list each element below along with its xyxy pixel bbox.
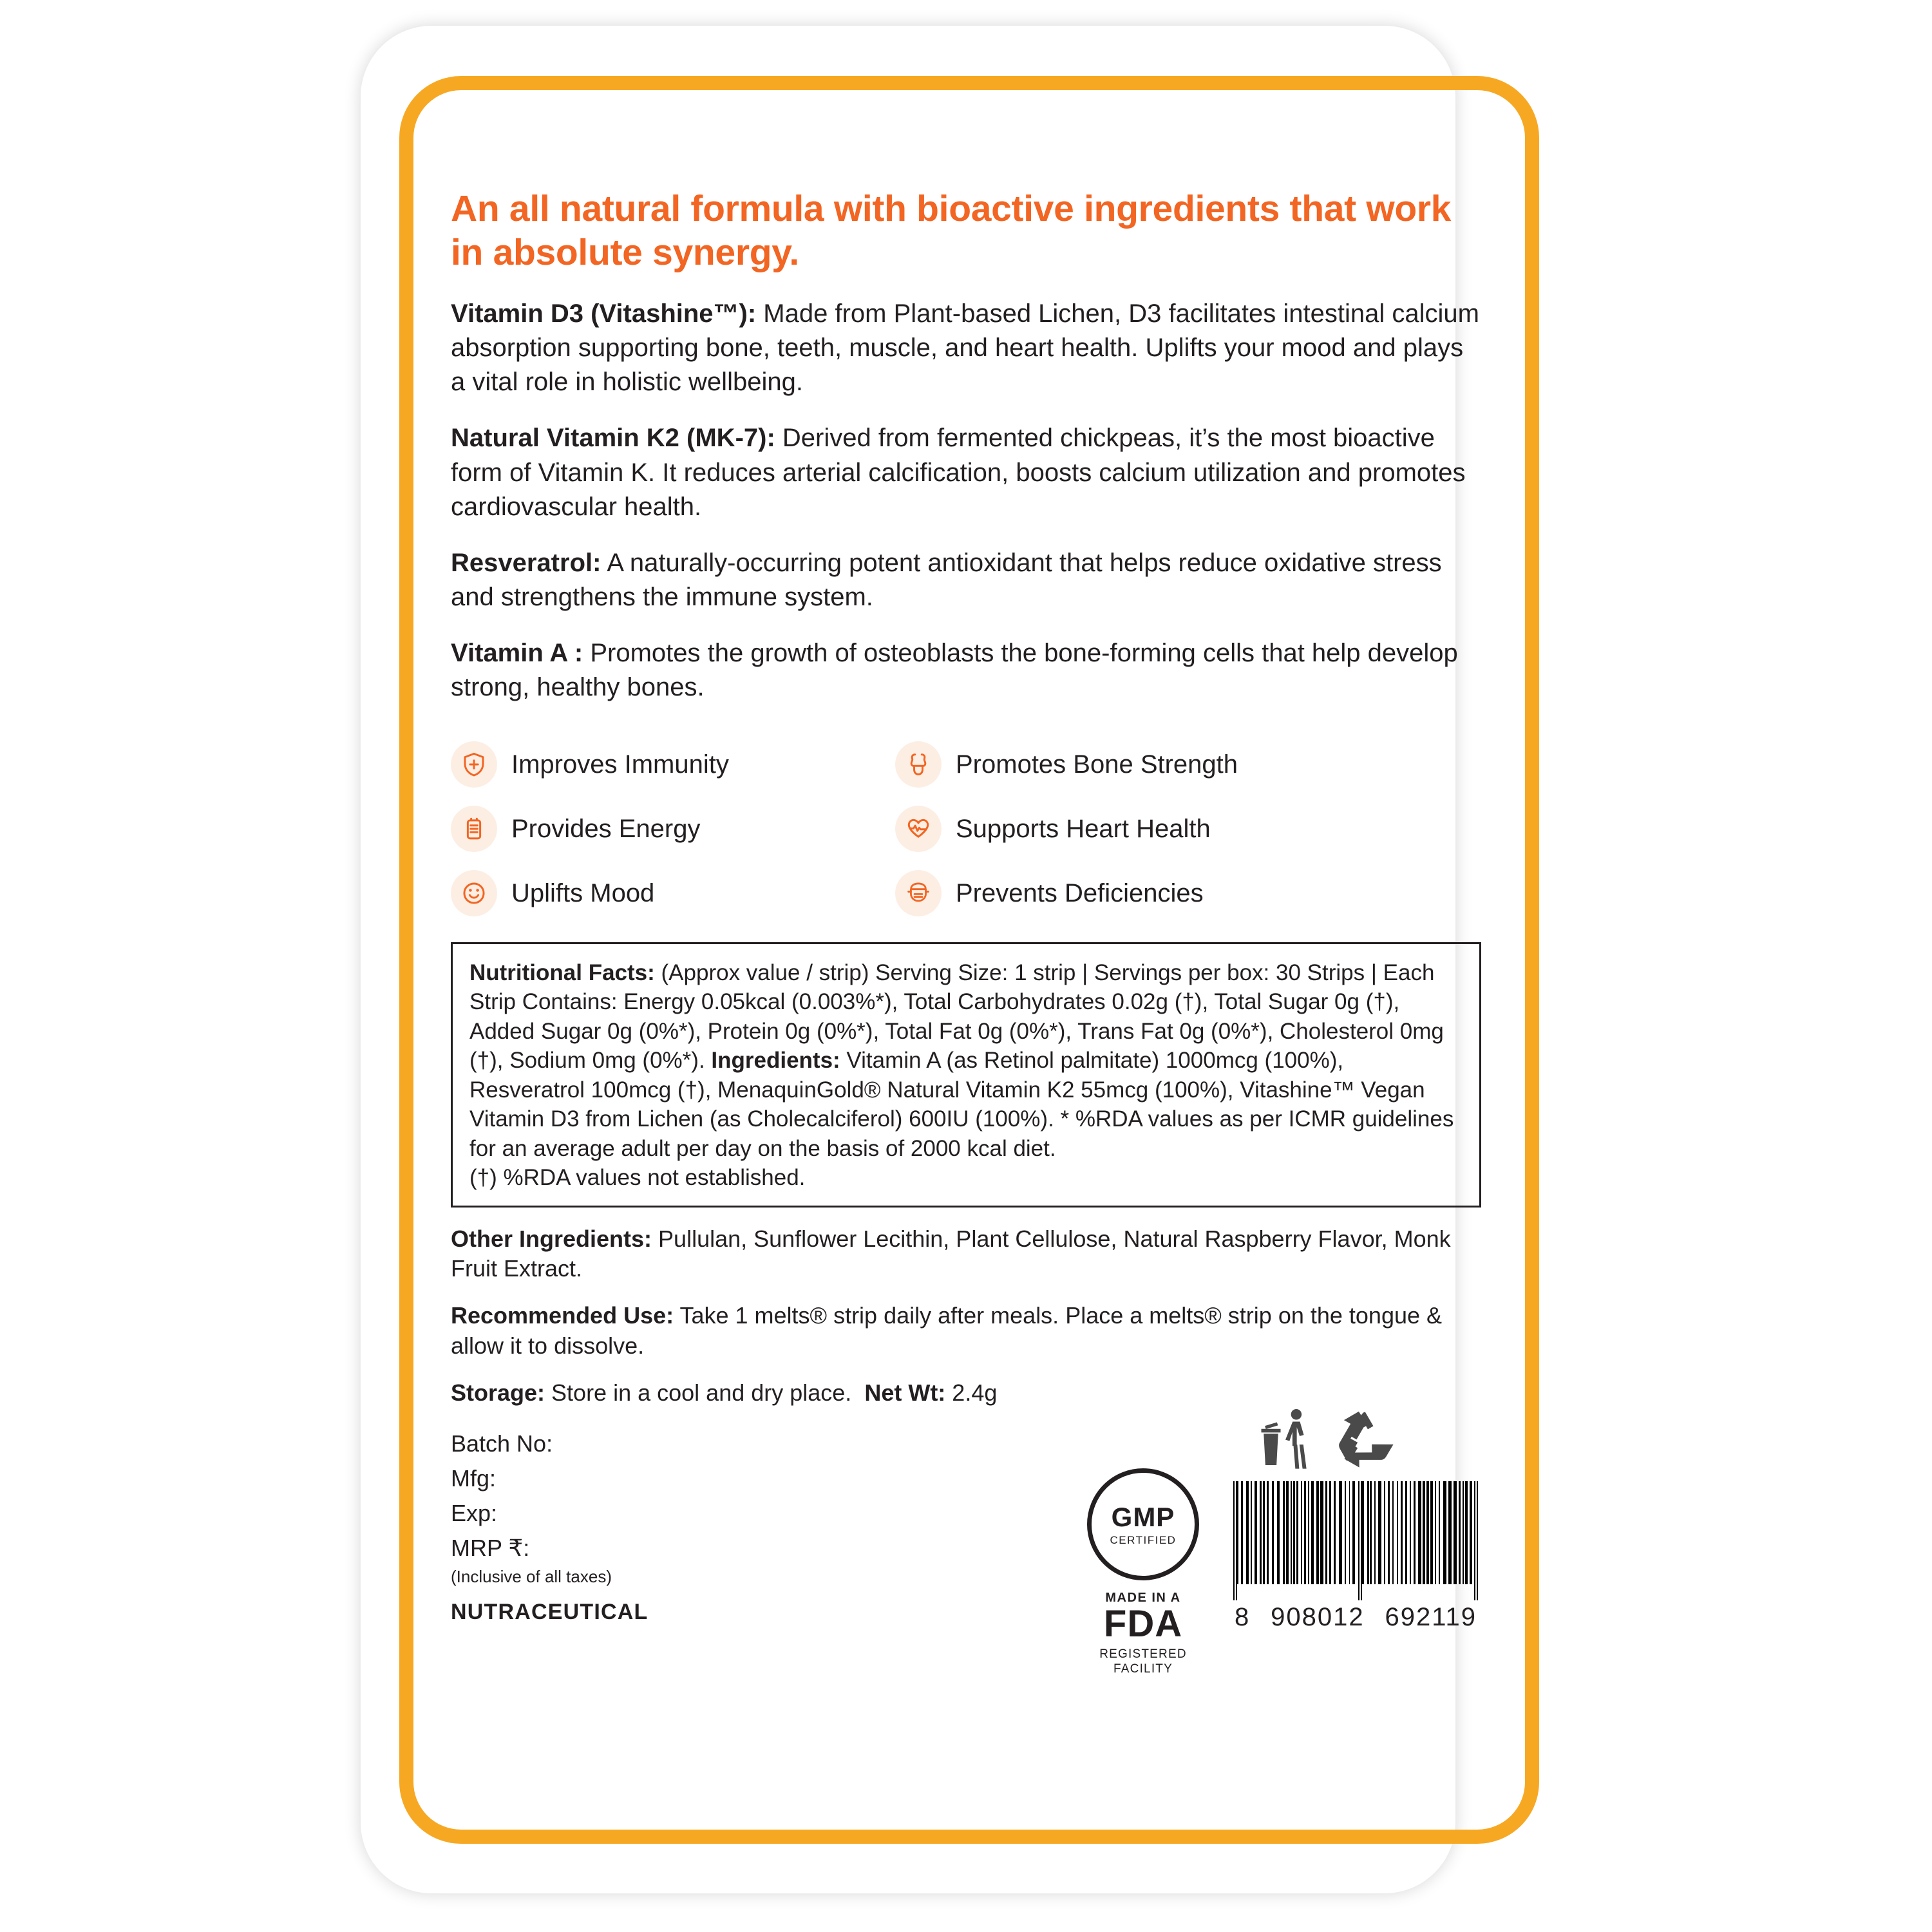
nutrition-facts-title: Nutritional Facts: — [469, 960, 655, 985]
barcode-left-digit: 8 — [1235, 1602, 1251, 1631]
other-ingredients-title: Other Ingredients: — [451, 1225, 652, 1252]
bottom-section — [451, 1426, 1481, 1676]
ingredient-paragraph-k2 — [451, 421, 1481, 524]
ingredient-text-d3: Made from Plant-based Lichen, D3 facilitates intestinal calcium absorption supporting bone, teeth, muscle, and heart health. Uplifts your mood and plays a vital role in holistic wellbeing. — [451, 299, 1479, 397]
ingredient-text-resveratrol: A naturally-occurring potent antioxidant that helps reduce oxidative stress and strengthens the immune system. — [451, 548, 1442, 612]
barcode — [1233, 1481, 1478, 1632]
storage-text: Store in a cool and dry place. — [545, 1379, 852, 1406]
dispose-in-bin-icon — [1256, 1407, 1315, 1478]
storage-line — [451, 1378, 1481, 1408]
benefit-item-immunity — [451, 741, 895, 788]
benefit-label-energy: Provides Energy — [511, 814, 701, 843]
exp-field: Exp: — [451, 1499, 498, 1526]
ingredients-body: Vitamin A (as Retinol palmitate) 1000mcg (100%), Resveratrol 100mcg (†), MenaquinGold® Natural Vitamin K2 55mcg (100%), Vitashine™ Vegan Vitamin D3 from Lichen (as Cholecalciferol) 600IU (100%). * %RDA values as per ICMR guidelines for an average adult per day on the basis of 2000 kcal diet. — [469, 1048, 1454, 1161]
other-ingredients — [451, 1224, 1481, 1285]
tax-note: (Inclusive of all taxes) — [451, 1566, 612, 1586]
ingredient-text-vitamin-a: Promotes the growth of osteoblasts the bone-forming cells that help develop strong, healthy bones. — [451, 639, 1458, 702]
ingredient-title-resveratrol: Resveratrol: — [451, 548, 601, 577]
gmp-label: GMP — [1111, 1501, 1175, 1532]
recommended-use-text: Take 1 melts® strip daily after meals. Place a melts® strip on the tongue & allow it to dissolve. — [451, 1302, 1443, 1359]
net-weight-value: 2.4g — [945, 1379, 998, 1406]
shield-plus-icon — [451, 741, 497, 788]
recycle-icon — [1333, 1407, 1397, 1475]
ingredients-title: Ingredients: — [711, 1048, 840, 1074]
fda-label: FDA — [1103, 1602, 1183, 1645]
recommended-use — [451, 1301, 1481, 1361]
ingredient-paragraph-vitamin-a — [451, 636, 1481, 705]
bone-icon — [895, 741, 942, 788]
gmp-certified-seal — [1087, 1468, 1199, 1580]
barcode-bars — [1233, 1481, 1478, 1600]
disposal-icons — [1256, 1407, 1397, 1478]
nutrition-facts-text — [469, 958, 1463, 1164]
benefit-item-deficiencies — [895, 870, 1481, 916]
barcode-digits — [1233, 1603, 1478, 1632]
mfg-field: Mfg: — [451, 1464, 497, 1492]
registered-facility-label: REGISTERED FACILITY — [1099, 1647, 1187, 1676]
heart-pulse-icon — [895, 806, 942, 852]
battery-icon — [451, 806, 497, 852]
ingredient-title-k2: Natural Vitamin K2 (MK-7): — [451, 424, 775, 453]
certification-marks — [966, 1407, 1481, 1678]
benefit-label-bone: Promotes Bone Strength — [956, 750, 1238, 779]
gmp-fda-block — [1063, 1468, 1224, 1678]
face-mask-icon — [895, 870, 942, 916]
benefit-label-immunity: Improves Immunity — [511, 750, 729, 779]
barcode-group-1: 908012 — [1271, 1602, 1365, 1631]
benefit-label-mood: Uplifts Mood — [511, 878, 655, 907]
barcode-group-2: 692119 — [1385, 1602, 1477, 1631]
mrp-field: MRP ₹: — [451, 1534, 530, 1561]
page-title: An all natural formula with bioactive ingredients that work in absolute synergy. — [451, 188, 1452, 274]
gmp-certified-label: CERTIFIED — [1110, 1533, 1177, 1546]
smiley-icon — [451, 870, 497, 916]
storage-title: Storage: — [451, 1379, 545, 1406]
made-in-label: MADE IN A — [1105, 1590, 1181, 1605]
ingredient-paragraph-d3 — [451, 297, 1481, 400]
ingredient-title-vitamin-a: Vitamin A : — [451, 639, 583, 668]
recommended-use-title: Recommended Use: — [451, 1302, 674, 1329]
benefit-item-heart — [895, 806, 1481, 852]
other-ingredients-text: Pullulan, Sunflower Lecithin, Plant Cellulose, Natural Raspberry Flavor, Monk Fruit Extract. — [451, 1225, 1451, 1282]
benefit-item-energy — [451, 806, 895, 852]
batch-no-field: Batch No: — [451, 1430, 553, 1457]
benefits-grid — [451, 741, 1481, 916]
ingredient-text-k2: Derived from fermented chickpeas, it’s the most bioactive form of Vitamin K. It reduces arterial calcification, boosts calcium utilization and promotes cardiovascular health. — [451, 424, 1466, 521]
nutrition-facts-body: (Approx value / strip) Serving Size: 1 strip | Servings per box: 30 Strips | Each Strip Contains: Energy 0.05kcal (0.003%*), Total Carbohydrates 0.02g (†), Total Sugar 0g (†), Added Sugar 0g (0%*), Protein 0g (0%*), Total Fat 0g (0%*), Trans Fat 0g (0%*), Cholesterol 0mg (†), Sodium 0mg (0%*). — [469, 960, 1444, 1074]
ingredient-paragraph-resveratrol — [451, 546, 1481, 614]
benefit-label-heart: Supports Heart Health — [956, 814, 1211, 843]
ingredient-title-d3: Vitamin D3 (Vitashine™): — [451, 299, 757, 328]
label-content — [451, 187, 1481, 1676]
benefit-item-mood — [451, 870, 895, 916]
rda-note: (†) %RDA values not established. — [469, 1165, 806, 1191]
nutrition-facts-box — [451, 942, 1481, 1208]
benefit-label-deficiencies: Prevents Deficiencies — [956, 878, 1204, 907]
benefit-item-bone — [895, 741, 1481, 788]
net-weight-title: Net Wt: — [864, 1379, 946, 1406]
category-label: NUTRACEUTICAL — [451, 1599, 649, 1624]
